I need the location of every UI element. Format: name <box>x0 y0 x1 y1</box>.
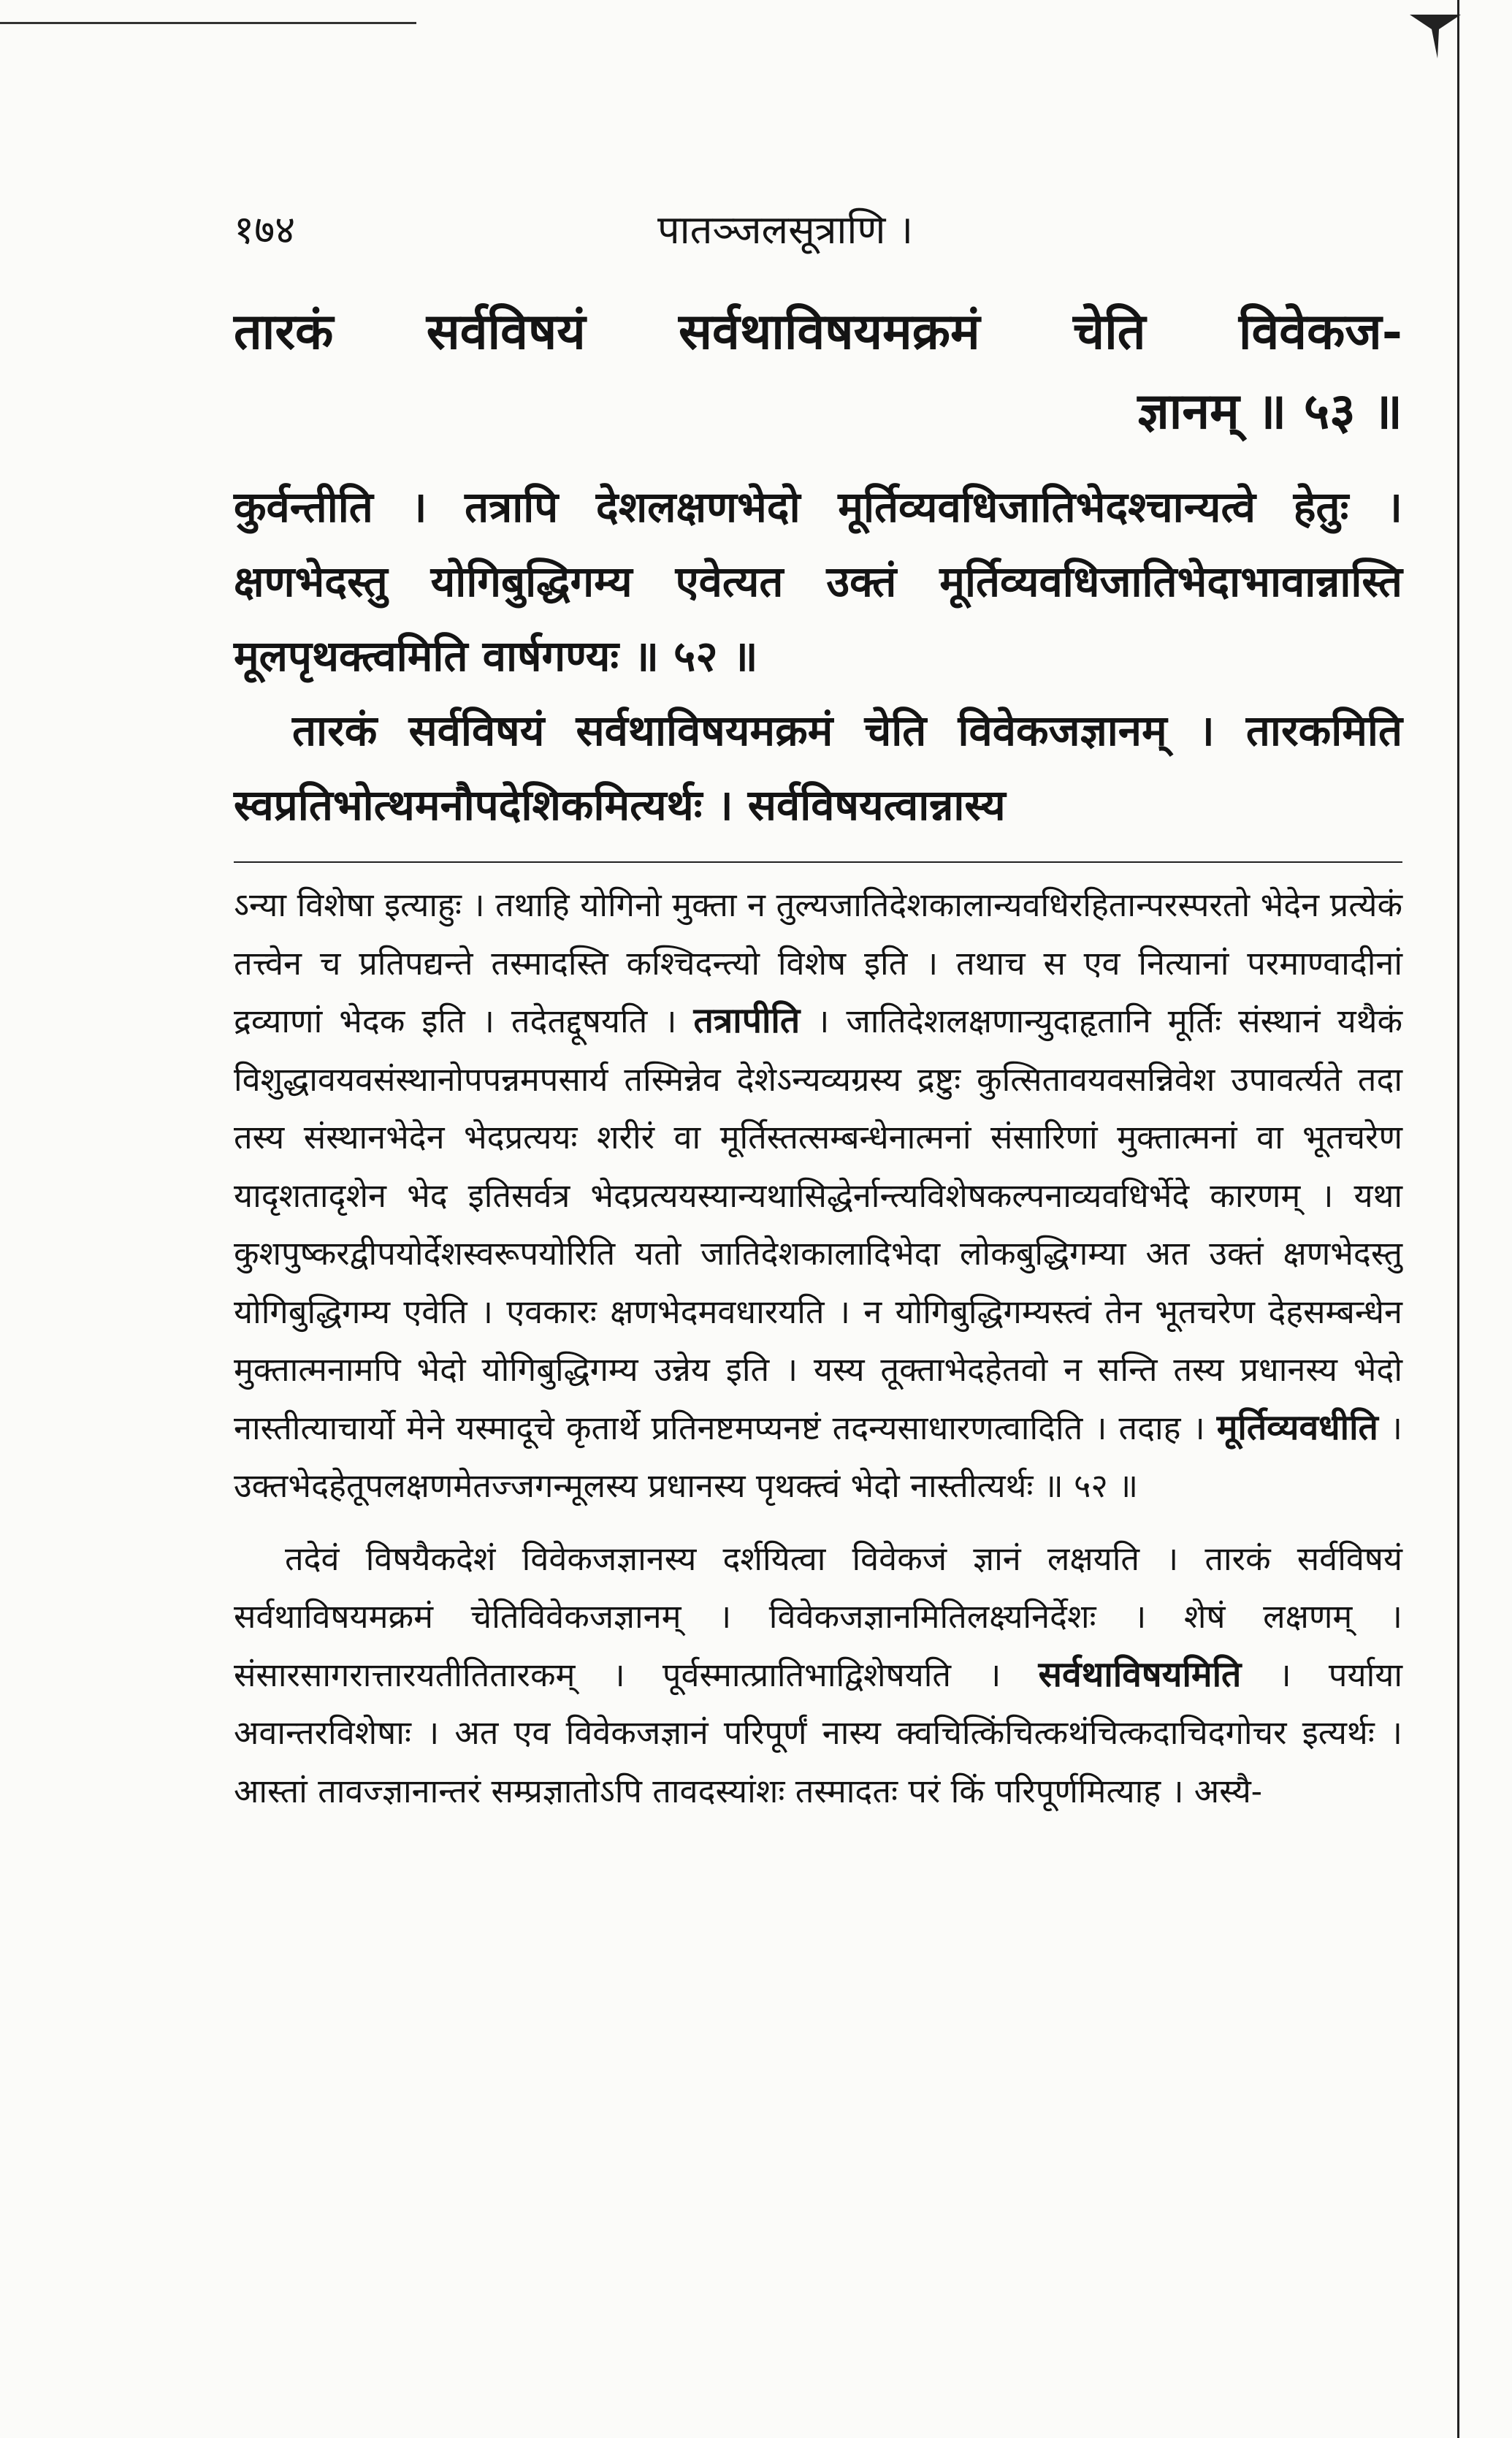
tika-lemma: मूर्तिव्यवधीति <box>1216 1406 1378 1448</box>
footnote-divider <box>234 861 1402 863</box>
tika-lemma: सर्वथाविषयमिति <box>1038 1653 1242 1695</box>
tika-text: । जातिदेशलक्षणान्युदाहृतानि मूर्तिः संस्थानं यथैकं विशुद्धावयवसंस्थानोपपन्नमपसार्य तस्मिन्नेव देशेऽन्यव्यग्रस्य द्रष्टुः कुत्सितावयवसन्निवेश उपावर्त्यते तदा तस्य संस्थानभेदेन भेदप्रत्ययः शरीरं वा मूर्तिस्तत्सम्बन्धेनात्मनां संसारिणां मुक्तात्मनां वा भूतचरेण यादृशतादृशेन भेद इतिसर्वत्र भेदप्रत्ययस्यान्यथासिद्धेर्नान्त्यविशेषकल्पनाव्यवधिर्भेदे कारणम् । यथा कुशपुष्करद्वीपयोर्देशस्वरूपयोरिति यतो जातिदेशकालादिभेदा लोकबुद्धिगम्या अत उक्तं क्षणभेदस्तु योगिबुद्धिगम्य एवेति । एवकारः क्षणभेदमवधारयति । न योगिबुद्धिगम्यस्त्वं तेन भूतचरेण देहसम्बन्धेन मुक्तात्मनामपि भेदो योगिबुद्धिगम्य उन्नेय इति । यस्य तूक्ताभेदहेतवो न सन्ति तस्य प्रधानस्य भेदो नास्तीत्याचार्यो मेने यस्मादूचे कृतार्थे प्रतिनष्टमप्यनष्टं तदन्यसाधारणत्वादिति । तदाह । <box>234 1002 1403 1447</box>
bhashya-previous-sutra-text: कुर्वन्तीति । तत्रापि देशलक्षणभेदो मूर्तिव्यवधिजातिभेदश्चान्यत्वे हेतुः । क्षणभेदस्तु योगिबुद्धिगम्य एवेत्यत उक्तं मूर्तिव्यवधिजातिभेदाभावान्नास्ति मूलपृथक्त्वमिति वार्षगण्यः ॥ ५२ ॥ <box>234 482 1402 681</box>
tika-lemma: तत्रापीति <box>693 1000 801 1041</box>
page-number: १७४ <box>234 207 296 253</box>
tika-paragraph-1 <box>234 876 1402 1515</box>
running-title: पातञ्जलसूत्राणि । <box>657 207 914 253</box>
tika-text: । उक्तभेदहेतूपलक्षणमेतज्जगन्मूलस्य प्रधानस्य पृथक्त्वं भेदो नास्तीत्यर्थः ॥ ५२ ॥ <box>234 1408 1402 1505</box>
sutra-heading-line2: ज्ञानम् ॥ ५३ ॥ <box>1137 382 1402 441</box>
page-header <box>234 194 1402 259</box>
scan-edge-top-line <box>0 22 416 24</box>
scan-binding-edge <box>1457 0 1459 2438</box>
tika-subcommentary <box>234 876 1402 1820</box>
tika-text: । पर्याया अवान्तरविशेषाः । अत एव विवेकजज्ञानं परिपूर्णं नास्य क्वचित्किंचित्कथंचित्कदाचिदगोचर इत्यर्थः । आस्तां तावज्ज्ञानान्तरं सम्प्रज्ञातोऽपि तावदस्यांशः तस्मादतः परं किं परिपूर्णमित्याह । अस्यै- <box>234 1655 1402 1810</box>
sutra-heading-line1: तारकं सर्वविषयं सर्वथाविषयमक्रमं चेति विवेकज- <box>234 302 1402 361</box>
bhashya-current-sutra-text: तारकं सर्वविषयं सर्वथाविषयमक्रमं चेति विवेकजज्ञानम् । तारकमिति स्वप्रतिभोत्थमनौपदेशिकमित्यर्थः । सर्वविषयत्वान्नास्य <box>234 706 1402 830</box>
tika-paragraph-2 <box>234 1530 1402 1821</box>
tika-text: तदेवं विषयैकदेशं विवेकजज्ञानस्य दर्शयित्वा विवेकजं ज्ञानं लक्षयति । तारकं सर्वविषयं सर्वथाविषयमक्रमं चेतिविवेकजज्ञानम् । विवेकजज्ञानमितिलक्ष्यनिर्देशः । शेषं लक्षणम् । संसारसागरात्तारयतीतितारकम् । पूर्वस्मात्प्रातिभाद्विशेषयति । <box>234 1539 1402 1694</box>
tika-text: ऽन्या विशेषा इत्याहुः । तथाहि योगिनो मुक्ता न तुल्यजातिदेशकालान्यवधिरहितान्परस्परतो भेदेन प्रत्येकं तत्त्वेन च प्रतिपद्यन्ते तस्मादस्ति कश्चिदन्त्यो विशेष इति । तथाच स एव नित्यानां परमाण्वादीनां द्रव्याणां भेदक इति । तदेतद्दूषयति । <box>234 885 1402 1040</box>
book-page <box>234 194 1402 1820</box>
bhashya-commentary <box>234 470 1402 842</box>
scan-corner-mark <box>1410 15 1461 58</box>
